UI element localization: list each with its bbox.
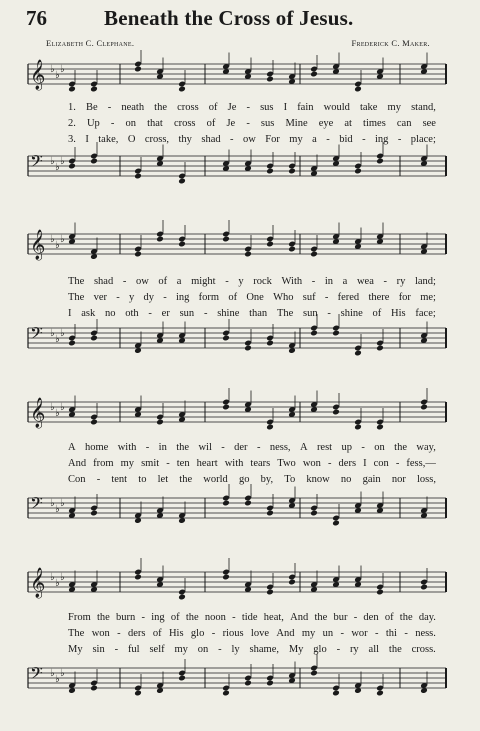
treble-clef-icon: 𝄞 <box>30 398 46 428</box>
bass-clef-icon: 𝄢 <box>30 493 43 517</box>
flat-icon: ♭ <box>60 234 65 245</box>
note-head <box>266 241 274 248</box>
note-head <box>332 330 340 337</box>
treble-clef-icon: 𝄞 <box>30 60 46 90</box>
note-head <box>354 424 362 431</box>
lyricist-credit: Elizabeth C. Clephane. <box>46 38 135 48</box>
note-head <box>222 690 230 697</box>
flat-icon: ♭ <box>55 162 60 173</box>
note-head <box>266 680 274 687</box>
hymn-number: 76 <box>26 6 47 30</box>
hymn-title: Beneath the Cross of Jesus. <box>104 6 354 30</box>
note-head <box>68 86 76 93</box>
note-head <box>310 251 318 258</box>
note-head <box>354 168 362 175</box>
note-head <box>332 690 340 697</box>
note-head <box>134 690 142 697</box>
note-head <box>244 500 252 507</box>
flat-icon: ♭ <box>50 402 55 413</box>
note-head <box>266 510 274 517</box>
note-head <box>178 594 186 601</box>
flat-icon: ♭ <box>50 64 55 75</box>
flat-icon: ♭ <box>55 578 60 589</box>
lyric-verse-3-line-3: Con - tent to let the world go by, To know no gain nor loss, <box>68 474 436 485</box>
note-head <box>134 66 142 73</box>
treble-staff-system-3 <box>0 396 480 436</box>
note-head <box>222 404 230 411</box>
flat-icon: ♭ <box>55 334 60 345</box>
note-head <box>90 158 98 165</box>
lyric-verse-1-line-1: 1. Be - neath the cross of Je - sus I fain would take my stand, <box>68 102 436 113</box>
note-head <box>244 680 252 687</box>
note-head <box>310 330 318 337</box>
lyric-verse-2-line-4: The won - ders of His glo - rious love And my un - wor - thi - ness. <box>68 628 436 639</box>
note-head <box>178 178 186 185</box>
bass-clef-icon: 𝄢 <box>30 663 43 687</box>
lyric-verse-3-line-4: My sin - ful self my on - ly shame, My glo - ry all the cross. <box>68 644 436 655</box>
treble-staff-system-2 <box>0 228 480 268</box>
note-head <box>68 163 76 170</box>
note-head <box>222 500 230 507</box>
flat-icon: ♭ <box>60 498 65 509</box>
bass-staff-system-3 <box>0 492 480 532</box>
note-head <box>134 173 142 180</box>
flat-icon: ♭ <box>50 668 55 679</box>
bass-clef-icon: 𝄢 <box>30 151 43 175</box>
note-head <box>376 589 384 596</box>
note-head <box>156 419 164 426</box>
flat-icon: ♭ <box>55 70 60 81</box>
note-head <box>354 86 362 93</box>
note-head <box>90 510 98 517</box>
note-head <box>222 335 230 342</box>
note-head <box>134 574 142 581</box>
flat-icon: ♭ <box>60 402 65 413</box>
note-head <box>288 168 296 175</box>
note-head <box>90 419 98 426</box>
note-head <box>90 86 98 93</box>
lyric-verse-3-line-2: I ask no oth - er sun - shine than The sun - shine of His face; <box>68 308 436 319</box>
note-head <box>222 236 230 243</box>
treble-staff-system-4 <box>0 566 480 606</box>
flat-icon: ♭ <box>50 234 55 245</box>
bass-clef-icon: 𝄢 <box>30 323 43 347</box>
note-head <box>134 251 142 258</box>
note-head <box>288 246 296 253</box>
lyric-verse-2-line-2: The ver - y dy - ing form of One Who suf - fered there for me; <box>68 292 436 303</box>
note-head <box>310 71 318 78</box>
note-head <box>266 168 274 175</box>
note-head <box>266 589 274 596</box>
lyric-verse-1-line-4: From the burn - ing of the noon - tide heat, And the bur - den of the day. <box>68 612 436 623</box>
note-head <box>376 158 384 165</box>
treble-clef-icon: 𝄞 <box>30 230 46 260</box>
note-head <box>354 350 362 357</box>
flat-icon: ♭ <box>50 328 55 339</box>
note-head <box>90 335 98 342</box>
note-head <box>266 424 274 431</box>
note-head <box>178 675 186 682</box>
flat-icon: ♭ <box>55 408 60 419</box>
note-head <box>222 574 230 581</box>
flat-icon: ♭ <box>60 156 65 167</box>
flat-icon: ♭ <box>50 156 55 167</box>
note-head <box>310 510 318 517</box>
lyric-verse-2-line-1: 2. Up - on that cross of Je - sus Mine eye at times can see <box>68 118 436 129</box>
lyric-verse-1-line-2: The shad - ow of a might - y rock With - in a wea - ry land; <box>68 276 436 287</box>
note-head <box>288 579 296 586</box>
flat-icon: ♭ <box>60 328 65 339</box>
bass-staff-system-2 <box>0 322 480 362</box>
bass-staff-system-4 <box>0 662 480 702</box>
flat-icon: ♭ <box>60 64 65 75</box>
lyric-verse-1-line-3: A home with - in the wil - der - ness, A rest up - on the way, <box>68 442 436 453</box>
note-head <box>310 670 318 677</box>
composer-credit: Frederick C. Maker. <box>351 38 430 48</box>
note-head <box>266 76 274 83</box>
note-head <box>178 241 186 248</box>
note-head <box>68 340 76 347</box>
note-head <box>376 345 384 352</box>
flat-icon: ♭ <box>50 498 55 509</box>
note-head <box>376 690 384 697</box>
lyric-verse-3-line-1: 3. I take, O cross, thy shad - ow For my a - bid - ing - place; <box>68 134 436 145</box>
note-head <box>376 424 384 431</box>
note-head <box>244 251 252 258</box>
note-head <box>266 340 274 347</box>
flat-icon: ♭ <box>55 240 60 251</box>
flat-icon: ♭ <box>55 674 60 685</box>
note-head <box>420 584 428 591</box>
flat-icon: ♭ <box>60 572 65 583</box>
note-head <box>244 345 252 352</box>
note-head <box>332 520 340 527</box>
note-head <box>90 685 98 692</box>
note-head <box>332 409 340 416</box>
note-head <box>178 86 186 93</box>
lyric-verse-2-line-3: And from my smit - ten heart with tears Two won - ders I con - fess,— <box>68 458 436 469</box>
note-head <box>420 404 428 411</box>
bass-staff-system-1 <box>0 150 480 190</box>
note-head <box>156 236 164 243</box>
treble-clef-icon: 𝄞 <box>30 568 46 598</box>
flat-icon: ♭ <box>50 572 55 583</box>
flat-icon: ♭ <box>55 504 60 515</box>
treble-staff-system-1 <box>0 58 480 98</box>
flat-icon: ♭ <box>60 668 65 679</box>
